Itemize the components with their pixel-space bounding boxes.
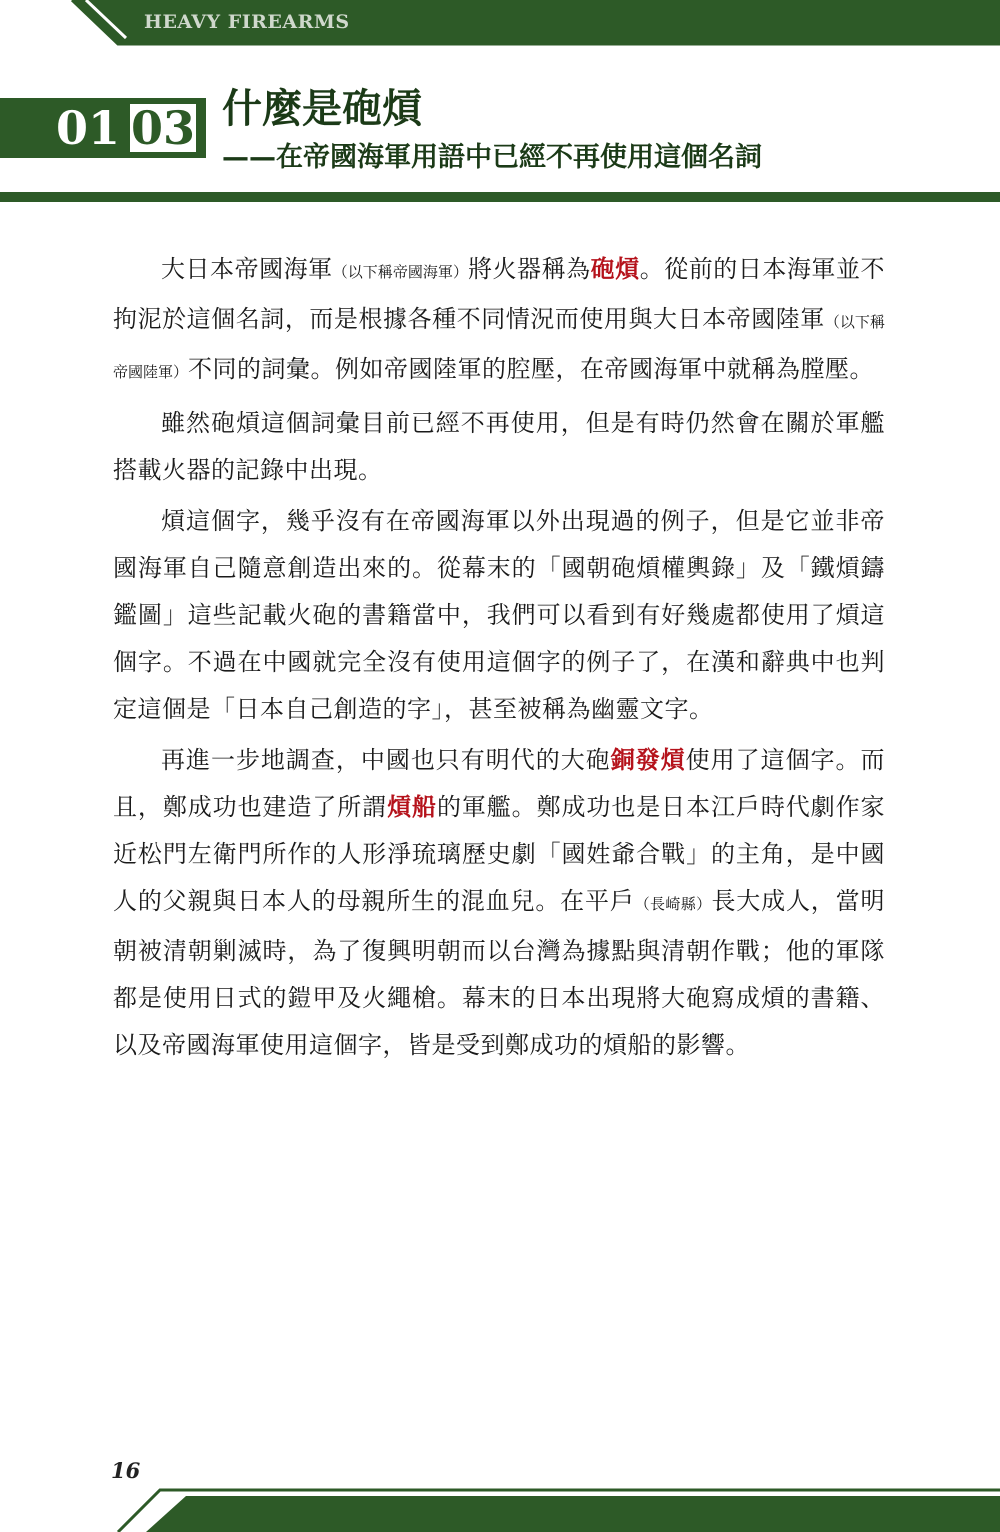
text-span: 不同的詞彙。例如帝國陸軍的腔壓，在帝國海軍中就稱為膛壓。 [188, 355, 875, 383]
text-span: 將火器稱為 [468, 255, 591, 283]
inline-note: （以下稱帝國海軍） [332, 263, 468, 281]
top-band [0, 0, 1000, 48]
section-subtitle: ——在帝國海軍用語中已經不再使用這個名詞 [222, 142, 762, 173]
section-number: 03 [130, 101, 195, 155]
paragraph-4 [113, 737, 885, 1069]
header-rule [0, 192, 1000, 202]
paragraph-3: 熕這個字，幾乎沒有在帝國海軍以外出現過的例子，但是它並非帝國海軍自己隨意創造出來的。從幕末的「國朝砲熕權輿錄」及「鐵熕鑄鑑圖」這些記載火砲的書籍當中，我們可以看到有好幾處都使用了熕這個字。不過在中國就完全沒有使用這個字的例子了，在漢和辭典中也判定這個是「日本自己創造的字」，甚至被稱為幽靈文字。 [113, 507, 885, 723]
text-span: 再進一步地調查，中國也只有明代的大砲 [161, 746, 611, 774]
text-span: 大日本帝國海軍 [161, 255, 333, 283]
text-span: 。從前的日本海軍並不拘泥於這個名詞，而是根據各種不同情況而使用與大日本帝國陸軍 [113, 255, 885, 333]
text-span: 的軍艦。鄭成功也是日本江戶時代劇作家近松門左衛門所作的人形淨琉璃歷史劇「國姓爺合戰」的主角，是中國人的父親與日本人的母親所生的混血兒。在平戶 [113, 793, 886, 915]
page-number: 16 [111, 1458, 141, 1483]
series-label: HEAVY FIREARMS [144, 11, 350, 33]
inline-note: （以下稱帝國陸軍） [113, 313, 885, 381]
highlight-term: 砲熕 [590, 255, 640, 283]
highlight-term: 熕船 [387, 793, 437, 821]
inline-note: （長崎縣） [634, 895, 712, 913]
text-span: 長大成人，當明朝被清朝剿滅時，為了復興明朝而以台灣為據點與清朝作戰；他的軍隊都是使用日式的鎧甲及火繩槍。幕末的日本出現將大砲寫成熕的書籍、以及帝國海軍使用這個字，皆是受到鄭成功的熕船的影響。 [113, 887, 885, 1059]
chapter-number: 01 [56, 101, 121, 155]
paragraph-1 [113, 246, 885, 396]
section-title: 什麼是砲熕 [222, 86, 422, 132]
highlight-term: 銅發熕 [610, 746, 686, 774]
bottom-band-graphic [0, 1484, 1000, 1532]
article-body [113, 246, 885, 1073]
paragraph-2: 雖然砲熕這個詞彙目前已經不再使用，但是有時仍然會在關於軍艦搭載火器的記錄中出現。 [113, 409, 885, 484]
text-span: 使用了這個字。而且，鄭成功也建造了所謂 [113, 746, 886, 821]
bottom-band [0, 1484, 1000, 1532]
